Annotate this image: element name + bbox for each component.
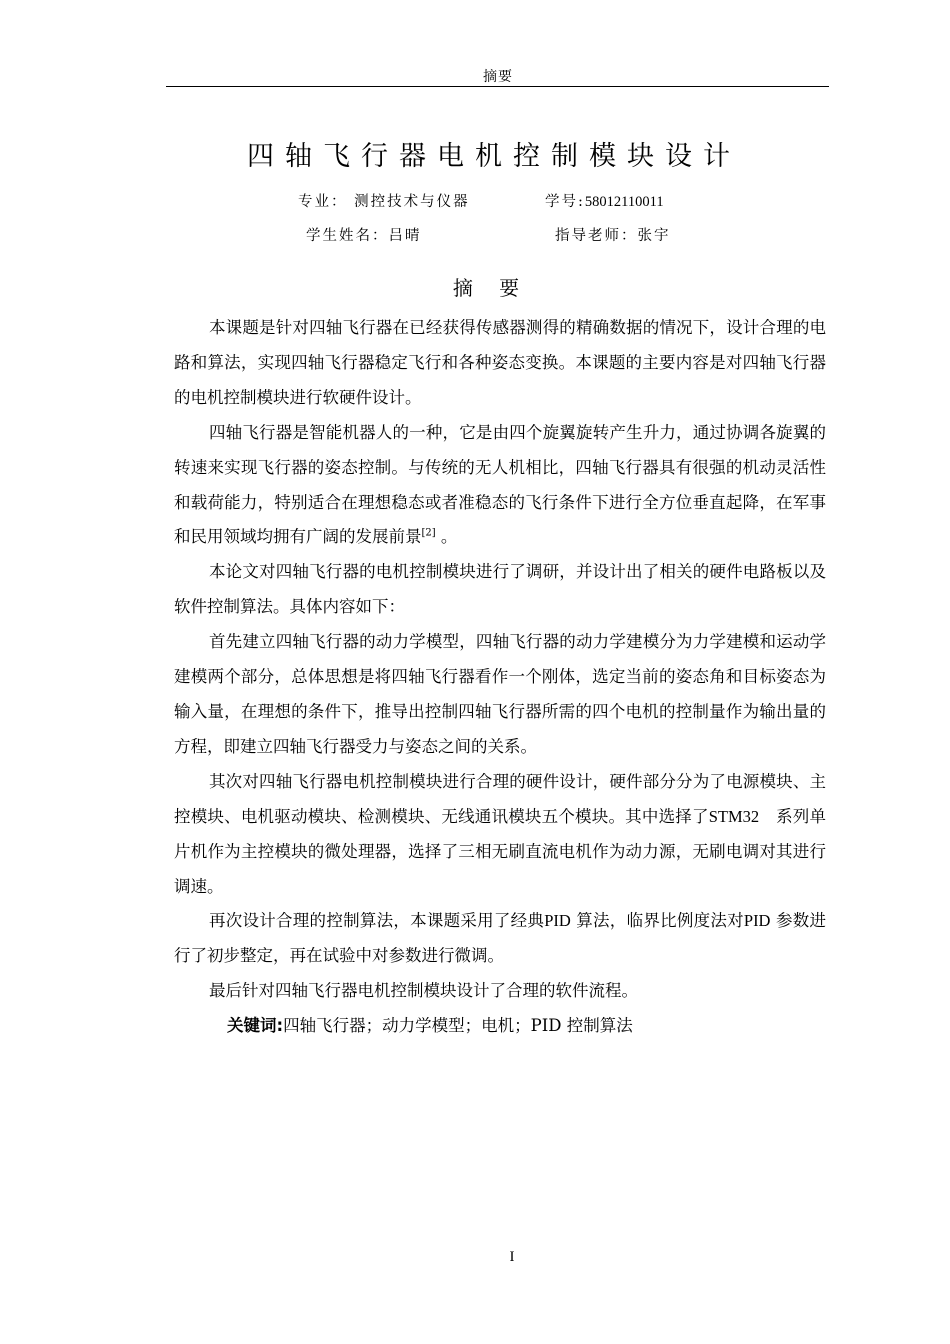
pid-term: PID [743, 911, 771, 931]
paragraph-text: 四轴飞行器是智能机器人的一种，它是由四个旋翼旋转产生升力，通过协调各旋翼的转速来实现飞行器的姿态控制。与传统的无人机相比，四轴飞行器具有很强的机动灵活性和载荷能力，特别适合在理想稳态或者准稳态的飞行条件下进行全方位垂直起降，在军事和民用领域均拥有广阔的发展前景 [174, 422, 826, 547]
page-number: I [509, 1249, 515, 1265]
abstract-body [174, 311, 826, 1044]
student-id-line [545, 190, 664, 211]
paragraph-text: 再次设计合理的控制算法，本课题采用了经典 [209, 911, 545, 931]
abstract-paragraph [174, 904, 826, 974]
abstract-heading: 摘 要 [452, 276, 530, 300]
student-id-label: 学号: [545, 194, 585, 210]
running-header: 摘要 [483, 69, 513, 85]
abstract-paragraph: 最后针对四轴飞行器电机控制模块设计了合理的软件流程。 [209, 981, 638, 1001]
major-line [298, 190, 470, 211]
abstract-paragraph: 首先建立四轴飞行器的动力学模型，四轴飞行器的动力学建模分为力学建模和运动学建模两个部分，总体思想是将四轴飞行器看作一个刚体，选定当前的姿态角和目标姿态为输入量，在理想的条件下，推导出控制四轴飞行器所需的四个电机的控制量作为输出量的方程，即建立四轴飞行器受力与姿态之间的关系。 [174, 632, 826, 756]
advisor-line [555, 224, 671, 245]
abstract-paragraph [174, 416, 826, 556]
advisor-label: 指导老师： [555, 228, 638, 244]
advisor-value: 张宇 [637, 228, 671, 244]
paragraph-tail: 参数进行了初步整定，再在试验中对参数进行微调。 [174, 911, 827, 966]
keywords-label: 关键词: [227, 1016, 284, 1036]
mcu-name: STM32 [708, 806, 760, 826]
keywords-value: 四轴飞行器；动力学模型；电机；PID 控制算法 [283, 1016, 633, 1036]
paragraph-text: 其次对四轴飞行器电机控制模块进行合理的硬件设计，硬件部分分为了电源模块、主控模块、电机驱动模块、检测模块、无线通讯模块五个模块。其中选择了 [174, 771, 826, 826]
paragraph-mid: 算法，临界比例度法对 [570, 911, 744, 931]
abstract-paragraph: 本课题是针对四轴飞行器在已经获得传感器测得的精确数据的情况下，设计合理的电路和算法，实现四轴飞行器稳定飞行和各种姿态变换。本课题的主要内容是对四轴飞行器的电机控制模块进行软硬件设计。 [174, 318, 826, 407]
abstract-paragraph: 本论文对四轴飞行器的电机控制模块进行了调研，并设计出了相关的硬件电路板以及软件控制算法。具体内容如下： [174, 562, 826, 617]
thesis-title: 四轴飞行器电机控制模块设计 [247, 141, 741, 172]
major-value: 测控技术与仪器 [354, 194, 470, 210]
citation-tail: 。 [435, 527, 458, 547]
student-id-value: 58012110011 [584, 194, 664, 210]
major-label: 专业： [298, 194, 348, 210]
citation-mark: [2] [421, 527, 436, 539]
keywords-line [174, 1009, 826, 1044]
student-name-line [306, 224, 422, 245]
student-name-label: 学生姓名： [306, 228, 389, 244]
pid-term: PID [544, 911, 571, 931]
header-rule [166, 86, 829, 87]
paragraph-tail: 系列单片机作为主控模块的微处理器，选择了三相无刷直流电机作为动力源，无刷电调对其进行调速。 [174, 806, 827, 896]
student-name-value: 吕晴 [388, 228, 422, 244]
abstract-paragraph [174, 765, 826, 905]
